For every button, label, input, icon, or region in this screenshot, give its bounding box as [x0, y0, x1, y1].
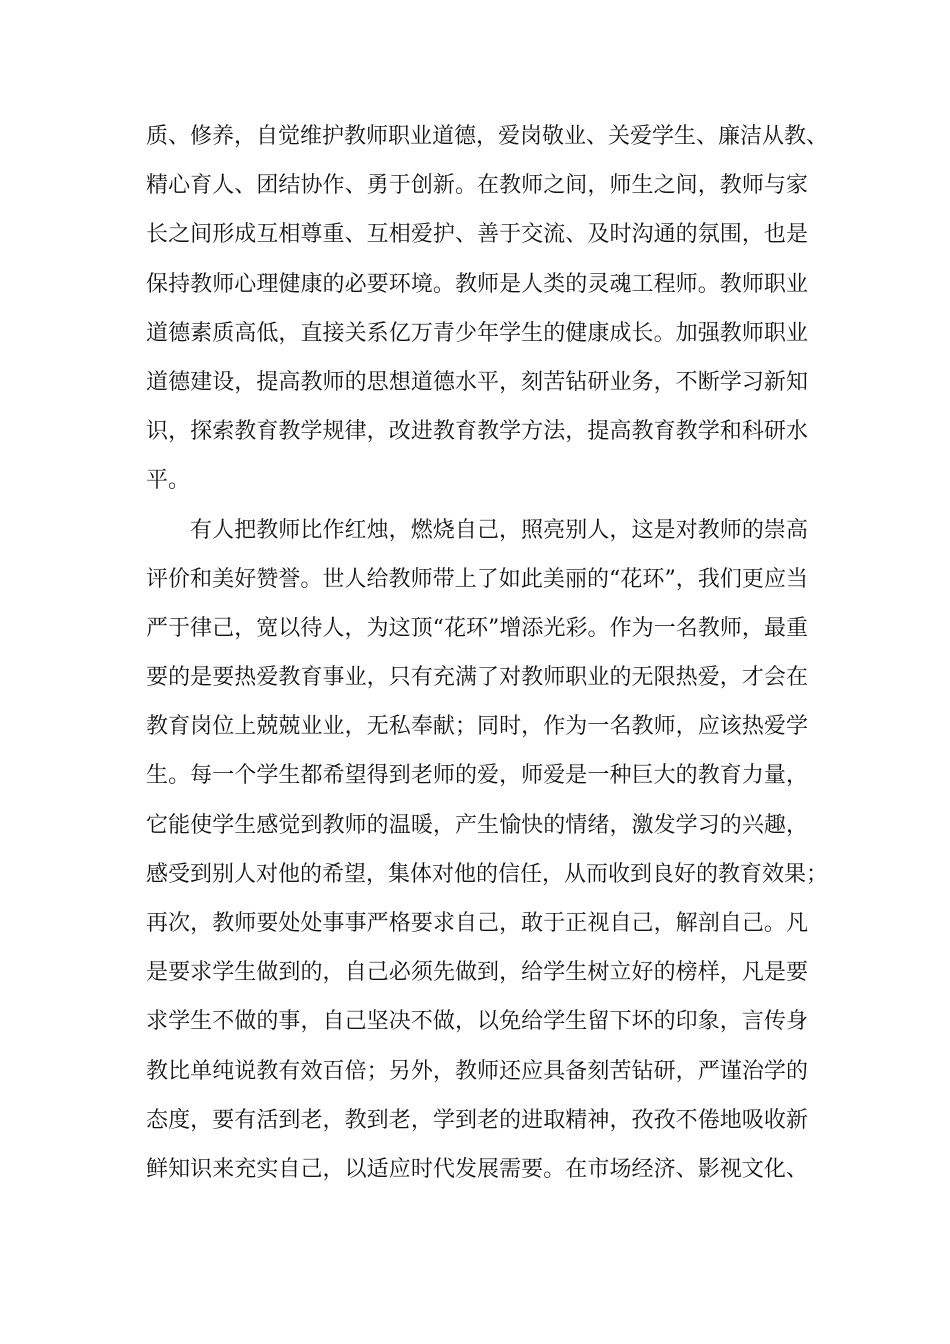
text-line: 是要求学生做到的，自己必须先做到，给学生树立好的榜样，凡是要	[146, 960, 808, 986]
text-line: 识，探索教育教学规律，改进教育教学方法，提高教育教学和科研水	[146, 419, 808, 445]
text-line: 求学生不做的事，自己坚决不做，以免给学生留下坏的印象，言传身	[146, 1009, 808, 1035]
text-line: 保持教师心理健康的必要环境。教师是人类的灵魂工程师。教师职业	[146, 271, 808, 297]
text-line: 生。每一个学生都希望得到老师的爱，师爱是一种巨大的教育力量，	[146, 763, 808, 789]
text-line: 感受到别人对他的希望，集体对他的信任，从而收到良好的教育效果；	[146, 861, 829, 887]
text-line: 有人把教师比作红烛，燃烧自己，照亮别人，这是对教师的崇高	[190, 517, 808, 543]
text-line: 教育岗位上兢兢业业，无私奉献；同时，作为一名教师，应该热爱学	[146, 714, 808, 740]
paragraph-1	[146, 112, 829, 506]
text-line: 平。	[146, 468, 191, 494]
text-line: 态度，要有活到老，教到老，学到老的进取精神，孜孜不倦地吸收新	[146, 1107, 808, 1133]
text-line: 再次，教师要处处事事严格要求自己，敢于正视自己，解剖自己。凡	[146, 911, 808, 936]
text-line: 道德素质高低，直接关系亿万青少年学生的健康成长。加强教师职业	[146, 320, 808, 346]
document-body	[146, 112, 829, 1194]
text-line: 精心育人、团结协作、勇于创新。在教师之间，师生之间，教师与家	[146, 173, 808, 199]
text-line: 严于律己，宽以待人，为这顶“花环”增添光彩。作为一名教师，最重	[146, 615, 808, 641]
text-line: 质、修养，自觉维护教师职业道德，爱岗敬业、关爱学生、廉洁从教、	[146, 124, 829, 149]
text-line: 鲜知识来充实自己，以适应时代发展需要。在市场经济、影视文化、	[146, 1156, 808, 1182]
text-line: 它能使学生感觉到教师的温暖，产生愉快的情绪，激发学习的兴趣，	[146, 812, 808, 838]
text-line: 道德建设，提高教师的思想道德水平，刻苦钻研业务，不断学习新知	[146, 369, 808, 395]
text-line: 长之间形成互相尊重、互相爱护、善于交流、及时沟通的氛围，也是	[146, 222, 808, 248]
paragraph-2	[146, 506, 829, 1195]
text-line: 教比单纯说教有效百倍；另外，教师还应具备刻苦钻研，严谨治学的	[146, 1058, 808, 1084]
text-line: 评价和美好赞誉。世人给教师带上了如此美丽的“花环”，我们更应当	[146, 566, 808, 592]
text-line: 要的是要热爱教育事业，只有充满了对教师职业的无限热爱，才会在	[146, 665, 808, 691]
